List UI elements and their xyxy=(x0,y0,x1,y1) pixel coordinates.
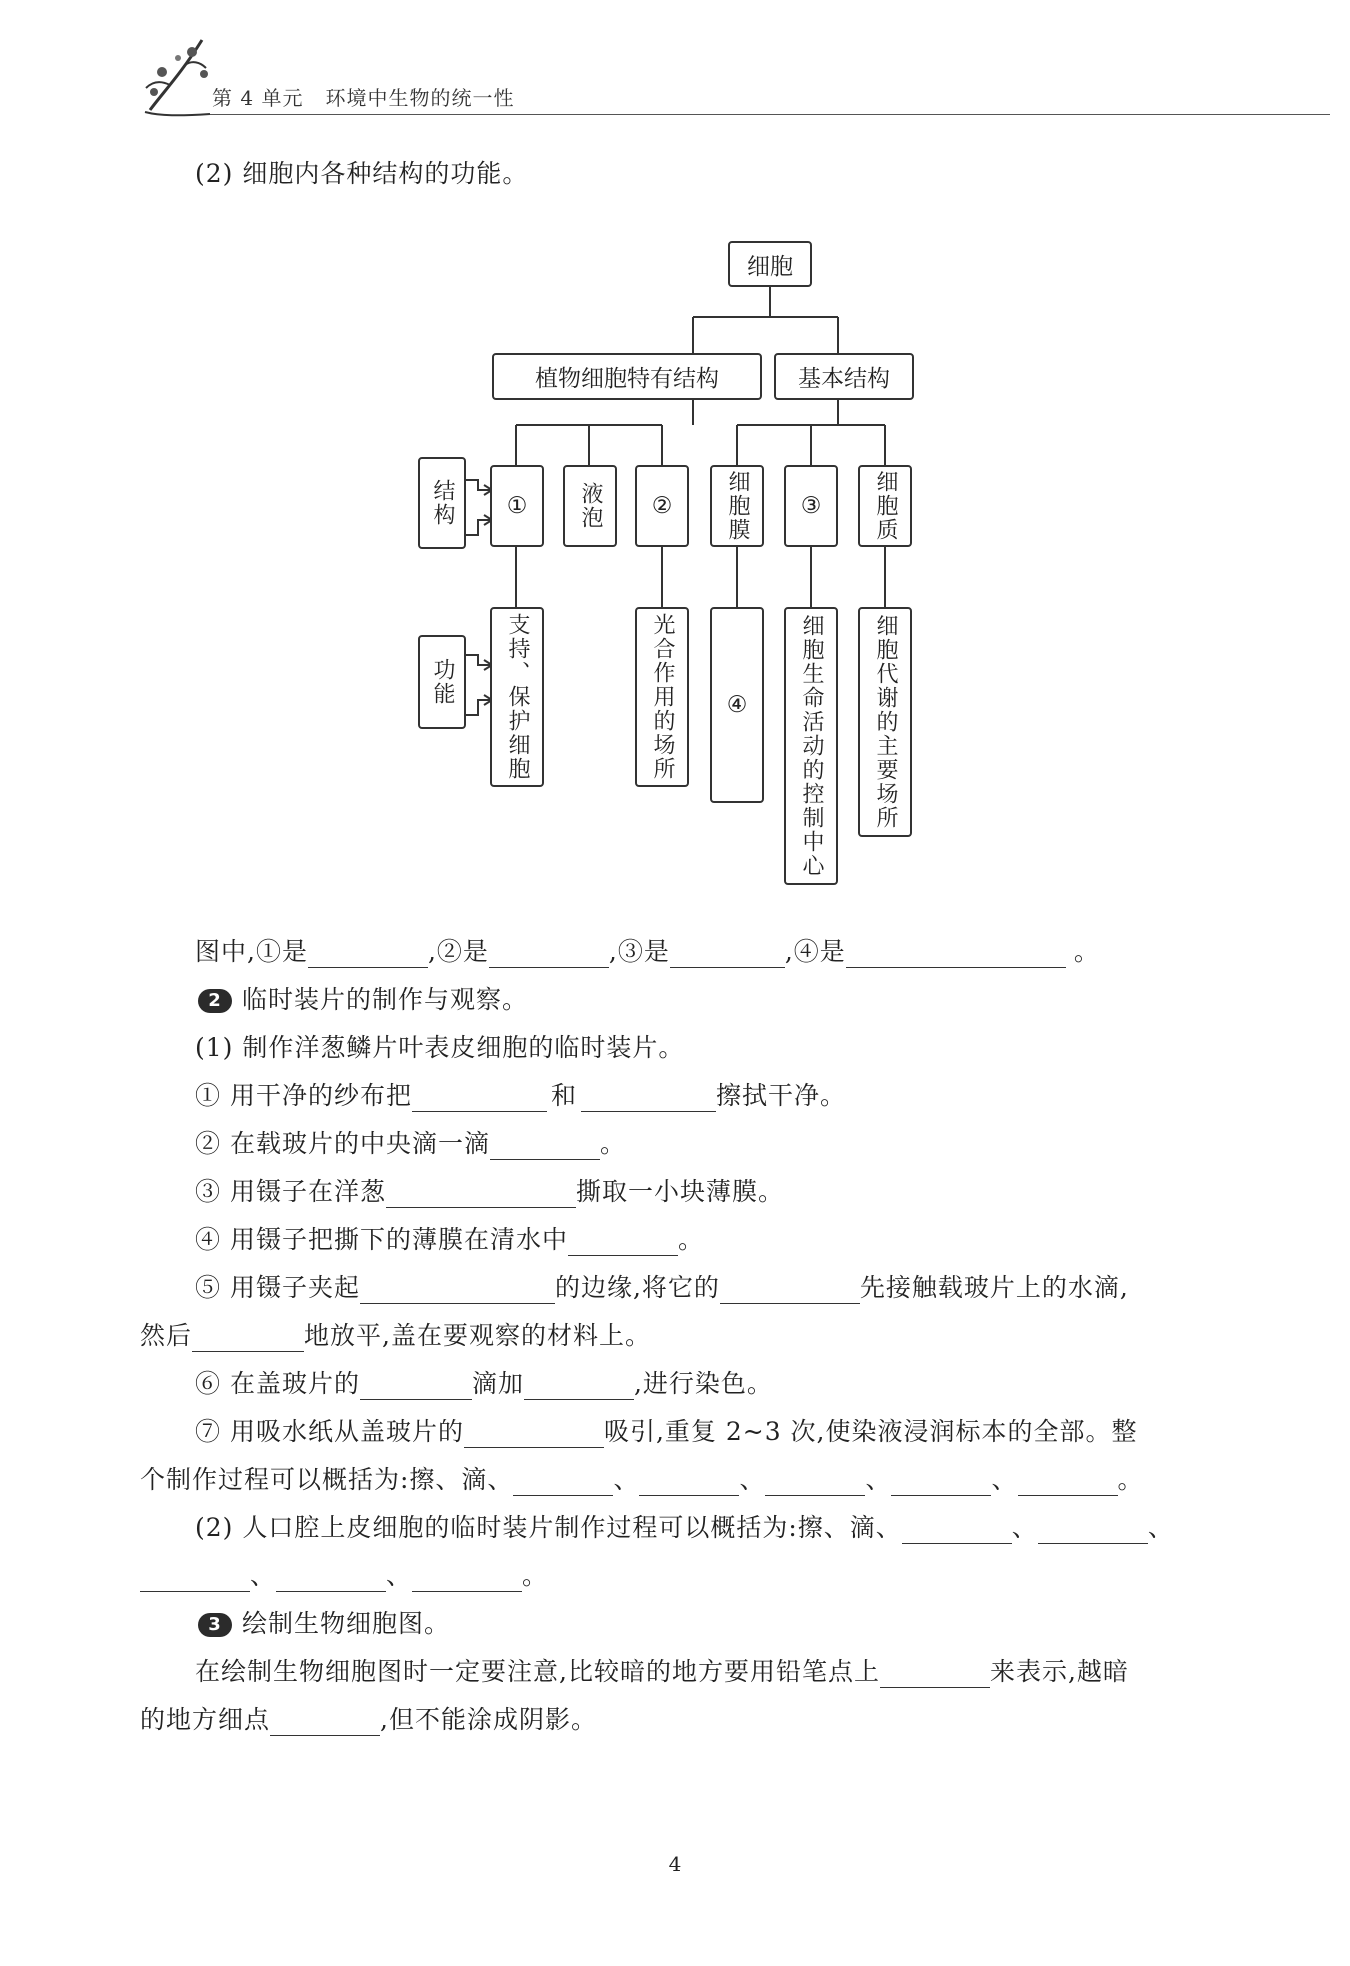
node-plant-specific-structures: 植物细胞特有结构 xyxy=(492,353,762,400)
answer-blank[interactable] xyxy=(1018,1469,1118,1496)
structure-cytoplasm: 细胞质 xyxy=(858,465,912,547)
function-photosynthesis-site: 光合作用的场所 xyxy=(635,607,689,787)
answer-blank[interactable] xyxy=(140,1565,250,1592)
answer-blank[interactable] xyxy=(360,1277,555,1304)
step-2: ② 在载玻片的中央滴一滴 。 xyxy=(195,1129,626,1158)
header-divider xyxy=(210,114,1330,115)
answer-blank[interactable] xyxy=(902,1517,1012,1544)
part-number-badge: 2 xyxy=(198,989,232,1013)
structure-1: ① xyxy=(490,465,544,547)
structure-2: ② xyxy=(635,465,689,547)
part2-sub2-cont: 、 、 。 xyxy=(140,1560,548,1592)
unit-title: 环境中生物的统一性 xyxy=(325,86,515,110)
plum-blossom-logo-icon xyxy=(140,30,220,120)
page-header xyxy=(140,30,1330,120)
answer-blank[interactable] xyxy=(270,1709,380,1736)
structure-cell-membrane: 细胞膜 xyxy=(710,465,764,547)
answer-blank[interactable] xyxy=(490,1133,600,1160)
answer-blank[interactable] xyxy=(891,1469,991,1496)
answer-blank[interactable] xyxy=(880,1661,990,1688)
step-7: ⑦ 用吸水纸从盖玻片的 吸引,重复 2~3 次,使染液浸润标本的全部。整 xyxy=(195,1417,1138,1446)
cell-structure-diagram xyxy=(410,235,930,895)
page-number: 4 xyxy=(668,1852,682,1876)
step-4: ④ 用镊子把撕下的薄膜在清水中 。 xyxy=(195,1225,704,1254)
answer-blank[interactable] xyxy=(513,1469,613,1496)
answer-blank[interactable] xyxy=(360,1373,472,1400)
step-7-cont: 个制作过程可以概括为:擦、滴、 、 、 、 、 。 xyxy=(140,1465,1144,1494)
step-6: ⑥ 在盖玻片的 滴加 ,进行染色。 xyxy=(195,1369,773,1398)
step-3: ③ 用镊子在洋葱 撕取一小块薄膜。 xyxy=(195,1177,784,1206)
part3-heading: 3 绘制生物细胞图。 xyxy=(198,1608,450,1640)
answer-blank[interactable] xyxy=(846,941,1066,968)
section-heading: (2) 细胞内各种结构的功能。 xyxy=(195,159,529,188)
step-5: ⑤ 用镊子夹起 的边缘,将它的 先接触载玻片上的水滴, xyxy=(195,1273,1129,1302)
answer-blank[interactable] xyxy=(720,1277,860,1304)
function-4: ④ xyxy=(710,607,764,803)
step-1: ① 用干净的纱布把 和 擦拭干净。 xyxy=(195,1081,846,1110)
answer-blank[interactable] xyxy=(524,1373,634,1400)
answer-blank[interactable] xyxy=(581,1085,716,1112)
row-label-structure: 结构 xyxy=(418,457,466,549)
part2-heading: 2 临时装片的制作与观察。 xyxy=(198,984,528,1016)
header-text xyxy=(212,82,514,111)
part2-sub2: (2) 人口腔上皮细胞的临时装片制作过程可以概括为:擦、滴、 、 、 xyxy=(195,1513,1174,1542)
node-basic-structures: 基本结构 xyxy=(774,353,914,400)
root-node-cell: 细胞 xyxy=(728,241,812,287)
function-support-protect: 支持、保护细胞 xyxy=(490,607,544,787)
answer-blank[interactable] xyxy=(386,1181,576,1208)
answer-blank[interactable] xyxy=(308,941,428,968)
part3-text-2: 的地方细点 ,但不能涂成阴影。 xyxy=(140,1705,597,1734)
answer-blank[interactable] xyxy=(1038,1517,1148,1544)
function-metabolism-site: 细胞代谢的主要场所 xyxy=(858,607,912,837)
answer-blank[interactable] xyxy=(639,1469,739,1496)
answer-blank[interactable] xyxy=(412,1085,547,1112)
part2-sub1: (1) 制作洋葱鳞片叶表皮细胞的临时装片。 xyxy=(195,1033,685,1062)
structure-3: ③ xyxy=(784,465,838,547)
answer-blank[interactable] xyxy=(670,941,785,968)
answer-blank[interactable] xyxy=(489,941,609,968)
part-number-badge: 3 xyxy=(198,1613,232,1637)
answer-blank[interactable] xyxy=(276,1565,386,1592)
answer-blank[interactable] xyxy=(192,1325,304,1352)
diagram-connectors xyxy=(410,235,930,895)
row-label-function: 功能 xyxy=(418,635,466,729)
diagram-question: 图中,①是 ,②是 ,③是 ,④是 。 xyxy=(195,937,1100,966)
answer-blank[interactable] xyxy=(568,1229,678,1256)
structure-vacuole: 液泡 xyxy=(563,465,617,547)
answer-blank[interactable] xyxy=(765,1469,865,1496)
answer-blank[interactable] xyxy=(412,1565,522,1592)
answer-blank[interactable] xyxy=(464,1421,604,1448)
function-control-center: 细胞生命活动的控制中心 xyxy=(784,607,838,885)
step-5-cont: 然后 地放平,盖在要观察的材料上。 xyxy=(140,1321,651,1350)
part3-text-1: 在绘制生物细胞图时一定要注意,比较暗的地方要用铅笔点上 来表示,越暗 xyxy=(195,1657,1129,1686)
unit-label: 第 4 单元 xyxy=(212,86,304,110)
